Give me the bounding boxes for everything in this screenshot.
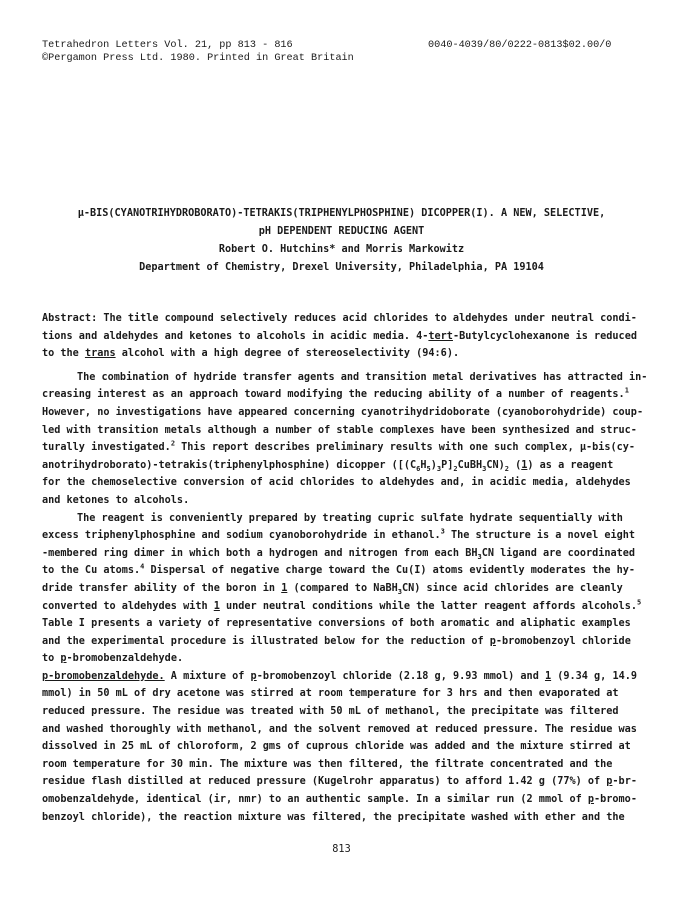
reference-mark: 2 xyxy=(170,439,176,448)
text-line: -membered ring dimer in which both a hydrogen and nitrogen from each $BH_3CN$ ligand are coordinated xyxy=(42,547,636,561)
paragraph-1 xyxy=(42,369,647,510)
tert-emphasis: tert xyxy=(428,330,453,342)
abstract-line: to the trans alcohol with a high degree of stereoselectivity (94:6). xyxy=(42,348,460,360)
text-line: to the Cu atoms.$^4$ Dispersal of negative charge toward the Cu(I) atoms evidently moderates the hy- xyxy=(42,562,636,577)
text-line: p-bromobenzaldehyde. A mixture of p-bromobenzoyl chloride (2.18 g, 9.93 mmol) and 1 (9.34 g, 14.9 xyxy=(42,670,637,682)
text-line: Table I presents a variety of representative conversions of both aromatic and aliphatic examples xyxy=(42,618,631,630)
text-line: benzoyl chloride), the reaction mixture was filtered, the precipitate washed with ether and the xyxy=(42,811,625,823)
text-line: led with transition metals although a number of stable complexes have been synthesized and struc- xyxy=(42,424,637,436)
article-code: 0040-4039/80/0222-0813$02.00/0 xyxy=(428,40,612,51)
text-line: dissolved in 25 mL of chloroform, 2 gms of cuprous chloride was added and the mixture stirred at xyxy=(42,741,631,753)
compound-number: 1 xyxy=(544,670,552,682)
paragraph-3 xyxy=(42,668,647,826)
paragraph-2 xyxy=(42,510,647,668)
reference-mark: 4 xyxy=(140,562,145,571)
affiliation: Department of Chemistry, Drexel University, Philadelphia, PA 19104 xyxy=(139,262,544,273)
text-line: omobenzaldehyde, identical (ir, nmr) to an authentic sample. In a similar run (2 mmol of p-bromo- xyxy=(42,794,637,806)
compound-number: 1 xyxy=(213,600,220,612)
text-line: turally investigated.$^2$ This report describes preliminary results with one such complex, μ-bis(cy- xyxy=(42,439,636,454)
compound-number: 1 xyxy=(521,459,528,471)
compound-number: 1 xyxy=(281,582,288,594)
title-line-1: μ-BIS(CYANOTRIHYDROBORATO)-TETRAKIS(TRIPHENYLPHOSPHINE) DICOPPER(I). A NEW, SELECTIVE, xyxy=(77,208,606,219)
page-number: 813 xyxy=(332,844,351,855)
trans-emphasis: trans xyxy=(84,348,116,360)
article-body xyxy=(42,310,647,826)
text-line: mmol) in 50 mL of dry acetone was stirred at room temperature for 3 hrs and then evaporated at xyxy=(42,688,619,700)
authors: Robert O. Hutchins* and Morris Markowitz xyxy=(218,244,465,255)
text-line: converted to aldehydes with 1 under neutral conditions while the latter reagent affords alcohols.$^5$ xyxy=(42,598,642,612)
text-line: reduced pressure. The residue was treated with 50 mL of methanol, the precipitate was filtered xyxy=(42,706,619,718)
abstract xyxy=(42,310,647,363)
text-line: and the experimental procedure is illustrated below for the reduction of p-bromobenzoyl chloride xyxy=(42,635,631,647)
text-line: The reagent is conveniently prepared by treating cupric sulfate hydrate sequentially with xyxy=(77,512,623,524)
text-line: room temperature for 30 min. The mixture was then filtered, the filtrate concentrated and the xyxy=(42,758,613,770)
reference-mark: 5 xyxy=(636,598,642,607)
chemical-formula: $[(C_6H_5)_3P]_2CuBH_3CN)_2$ xyxy=(397,459,509,473)
abstract-line: Abstract: The title compound selectively reduces acid chlorides to aldehydes under neutral condi- xyxy=(42,313,637,324)
text-line: excess triphenylphosphine and sodium cyanoborohydride in ethanol.$^3$ The structure is a novel eight xyxy=(42,527,636,542)
text-line: However, no investigations have appeared concerning cyanotrihydridoborate (cyanoborohydride) coup- xyxy=(42,406,644,418)
text-line: residue flash distilled at reduced pressure (Kugelrohr apparatus) to afford 1.42 g (77%) of p-br- xyxy=(42,776,637,788)
text-line: and washed thoroughly with methanol, and the solvent removed at reduced pressure. The residue was xyxy=(42,723,637,735)
text-line: dride transfer ability of the boron in 1 (compared to NaBH$_3$CN) since acid chlorides are cleanly xyxy=(42,582,623,596)
title-block xyxy=(0,205,683,277)
text-line: creasing interest as an approach toward modifying the reducing ability of a number of reagents.$^1$ xyxy=(42,386,629,401)
reference-mark: 1 xyxy=(624,386,629,395)
reference-mark: 3 xyxy=(440,527,445,536)
title-line-2: pH DEPENDENT REDUCING AGENT xyxy=(258,226,425,237)
experimental-heading: p-bromobenzaldehyde. xyxy=(42,670,165,682)
journal-citation: Tetrahedron Letters Vol. 21, pp 813 - 816 xyxy=(42,40,293,51)
abstract-line: tions and aldehydes and ketones to alcohols in acidic media. 4-tert-Butylcyclohexanone is reduced xyxy=(42,330,637,342)
text-line: anotrihydroborato)-tetrakis(triphenylphosphine) dicopper $([(C_6H_5)_3P]_2CuBH_3CN)_2$ (1) as a reagent xyxy=(42,459,614,473)
text-line: to p-bromobenzaldehyde. xyxy=(42,653,184,665)
publisher-line: ©Pergamon Press Ltd. 1980. Printed in Great Britain xyxy=(42,53,354,64)
text-line: and ketones to alcohols. xyxy=(42,494,190,506)
text-line: The combination of hydride transfer agents and transition metal derivatives has attracted in- xyxy=(77,371,648,383)
text-line: for the chemoselective conversion of acid chlorides to aldehydes and, in acidic media, aldehydes xyxy=(42,477,631,489)
